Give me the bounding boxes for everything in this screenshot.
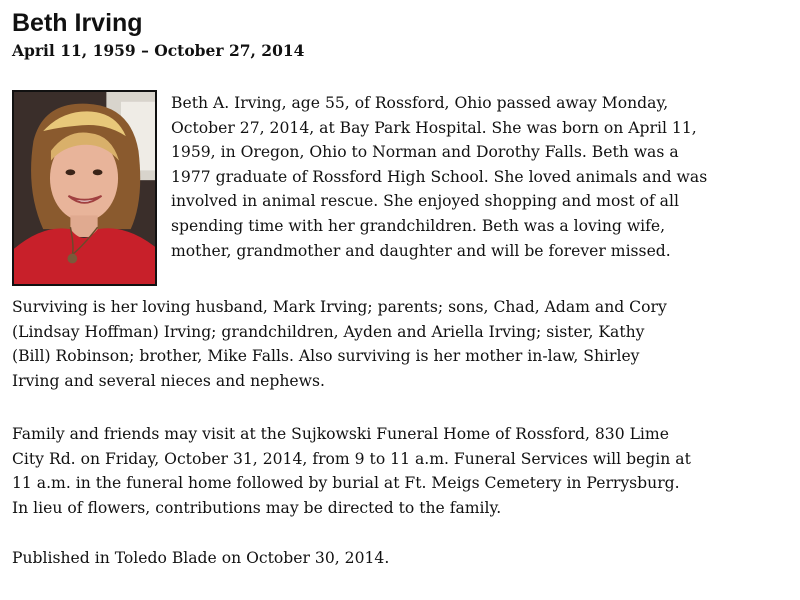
text-line: (Lindsay Hoffman) Irving; grandchildren, Ayden and Ariella Irving; sister, Kathy: [12, 322, 645, 341]
text-line: Beth A. Irving, age 55, of Rossford, Ohio passed away Monday,: [171, 94, 669, 112]
text-line: 11 a.m. in the funeral home followed by burial at Ft. Meigs Cemetery in Perrysburg.: [12, 474, 680, 493]
text-line: 1977 graduate of Rossford High School. She loved animals and was: [171, 167, 708, 186]
text-line: Irving and several nieces and nephews.: [12, 371, 325, 390]
text-line: spending time with her grandchildren. Beth was a loving wife,: [171, 216, 666, 235]
text-line: (Bill) Robinson; brother, Mike Falls. Also surviving is her mother in-law, Shirley: [12, 347, 640, 366]
portrait-image: [14, 92, 155, 284]
text-line: In lieu of flowers, contributions may be directed to the family.: [12, 498, 502, 517]
text-line: Published in Toledo Blade on October 30, 2014.: [12, 549, 390, 567]
text-line: Family and friends may visit at the Sujkowski Funeral Home of Rossford, 830 Lime: [12, 425, 669, 443]
portrait-photo: [12, 90, 157, 286]
paragraph-surviving: [12, 295, 792, 393]
text-line: involved in animal rescue. She enjoyed shopping and most of all: [171, 192, 679, 211]
paragraph-services: [12, 422, 792, 520]
text-line: City Rd. on Friday, October 31, 2014, from 9 to 11 a.m. Funeral Services will begin at: [12, 449, 691, 468]
paragraph-intro: [171, 91, 789, 263]
paragraph-published: [12, 546, 792, 571]
text-line: Surviving is her loving husband, Mark Irving; parents; sons, Chad, Adam and Cory: [12, 298, 667, 316]
life-dates: April 11, 1959 – October 27, 2014: [12, 41, 305, 60]
text-line: mother, grandmother and daughter and will be forever missed.: [171, 241, 671, 260]
text-line: October 27, 2014, at Bay Park Hospital. She was born on April 11,: [171, 118, 697, 137]
text-line: 1959, in Oregon, Ohio to Norman and Dorothy Falls. Beth was a: [171, 143, 679, 162]
obituary-name: Beth Irving: [12, 9, 143, 37]
